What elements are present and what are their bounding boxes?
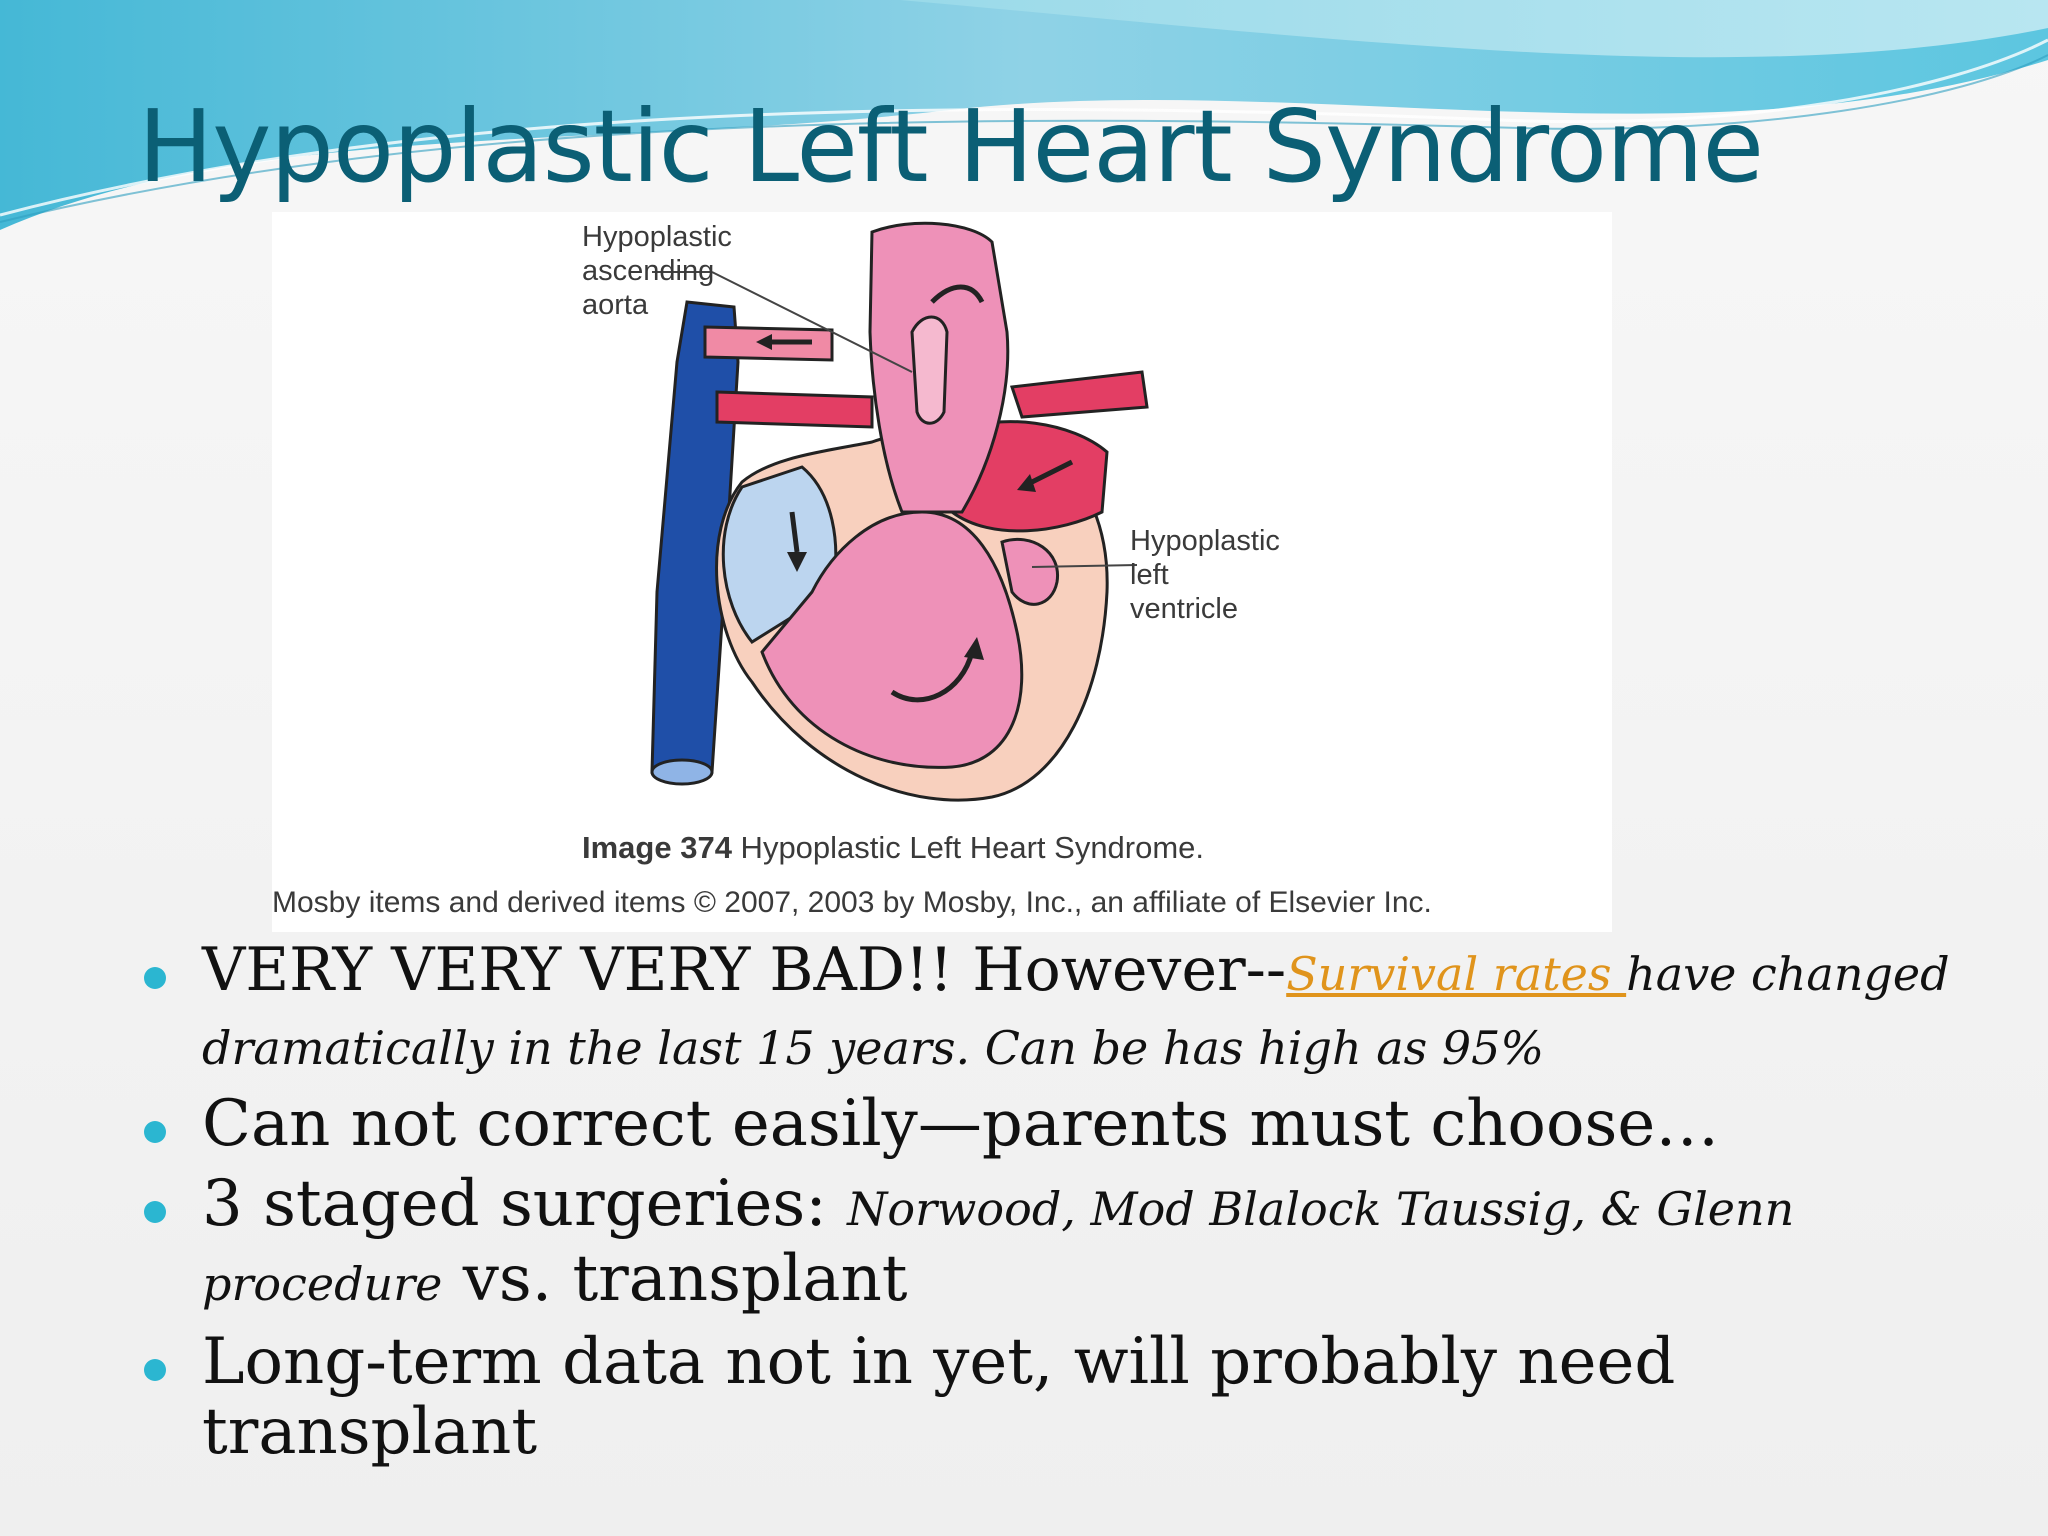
heart-illustration	[272, 212, 1612, 832]
bullet-2-text: Can not correct easily—parents must choose…	[202, 1087, 1720, 1161]
label-aorta-line2: ascending	[582, 255, 715, 287]
bullet-dot	[144, 967, 166, 989]
heart-figure	[272, 212, 1612, 932]
bullet-dot	[144, 1121, 166, 1143]
bullet-survival	[140, 935, 2020, 1083]
figure-caption	[582, 830, 1204, 866]
bullet-surgeries	[140, 1169, 2020, 1319]
caption-text: Hypoplastic Left Heart Syndrome.	[731, 830, 1205, 865]
bullet-1-start: VERY VERY VERY BAD!! However--	[202, 935, 1287, 1005]
bullet-dot	[144, 1201, 166, 1223]
label-lv-line1: Hypoplastic	[1130, 525, 1280, 557]
bullet-dot	[144, 1359, 166, 1381]
label-lv-line3: ventricle	[1130, 593, 1238, 625]
figure-credit: Mosby items and derived items © 2007, 2003 by Mosby, Inc., an affiliate of Elsevier Inc.	[272, 886, 1432, 919]
label-aorta-line1: Hypoplastic	[582, 221, 732, 253]
bullet-4-text: Long-term data not in yet, will probably need transplant	[202, 1325, 1676, 1469]
bullet-longterm	[140, 1327, 2020, 1467]
bullet-3-start: 3 staged surgeries:	[202, 1167, 848, 1241]
survival-rates-link[interactable]: Survival rates	[1286, 947, 1627, 1001]
bullet-correct	[140, 1089, 2020, 1159]
bullet-3-italic: Norwood, Mod Blalock Taussig, & Glenn procedure	[202, 1182, 1795, 1311]
slide-title: Hypoplastic Left Heart Syndrome	[138, 88, 1764, 205]
bullet-3-end: vs. transplant	[442, 1242, 908, 1316]
bullet-1-end: have changed dramatically in the last 15 years. Can be has high as 95%	[202, 947, 1950, 1075]
label-lv-line2: left	[1130, 559, 1169, 591]
label-aorta-line3: aorta	[582, 289, 649, 321]
caption-number: Image 374	[582, 830, 732, 865]
bullet-list	[140, 935, 2020, 1467]
